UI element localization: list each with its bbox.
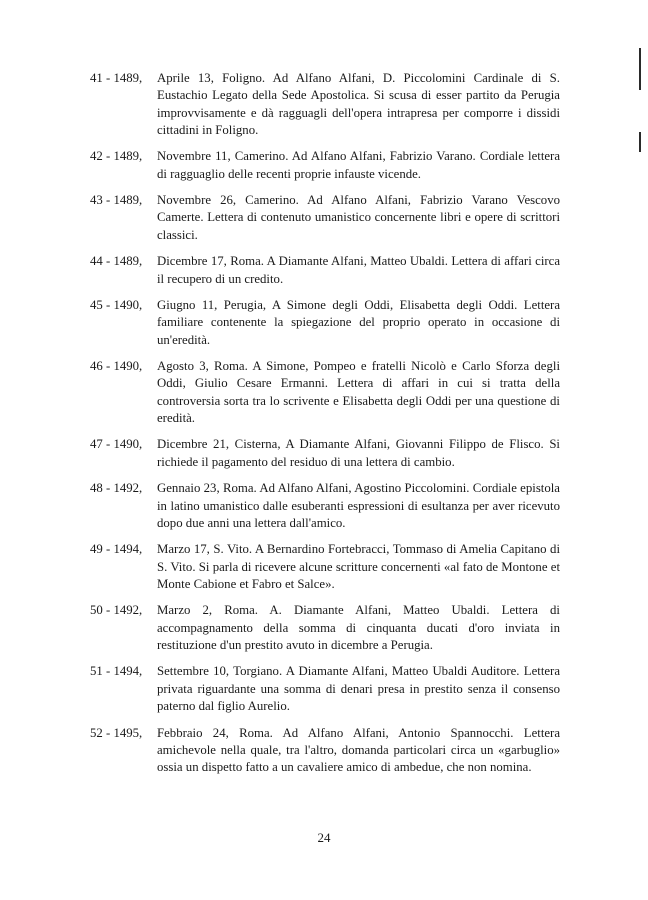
entry-text: Novembre 26, Camerino. Ad Alfano Alfani, Fabrizio Varano Vescovo Camerte. Lettera di contenuto umanistico concernente libri e opere di scrittori classici. (157, 193, 560, 242)
entry-44 (90, 253, 560, 288)
entry-46 (90, 358, 560, 427)
entry-text: Febbraio 24, Roma. Ad Alfano Alfani, Antonio Spannocchi. Lettera amichevole nella quale, tra l'altro, domanda particolari circa un «garbuglio» ossia un dispetto fatto a un cavaliere amico di ambedue, che non nomina. (157, 725, 560, 775)
entry-number: 47 - 1490, (90, 437, 143, 452)
entry-49 (90, 541, 560, 593)
entry-text: Gennaio 23, Roma. Ad Alfano Alfani, Agostino Piccolomini. Cordiale epistola in latino umanistico dalle esuberanti espressioni di esultanza per aver ricevuto dopo due anni una lettera dall'amico. (157, 481, 560, 530)
entry-number: 43 - 1489, (90, 193, 143, 208)
margin-scan-mark (639, 48, 641, 90)
entry-52 (90, 725, 560, 777)
entry-45 (90, 297, 560, 349)
entries-list (90, 70, 560, 786)
entry-51 (90, 663, 560, 715)
entry-47 (90, 436, 560, 471)
entry-number: 52 - 1495, (90, 725, 143, 740)
entry-text: Marzo 2, Roma. A. Diamante Alfani, Matteo Ubaldi. Lettera di accompagnamento della somma di cinquanta ducati d'oro inviata in restituzione d'un prestito avuto in dicembre a Perugia. (157, 603, 560, 652)
entry-text: Settembre 10, Torgiano. A Diamante Alfani, Matteo Ubaldi Auditore. Lettera privata riguardante una somma di denari presa in prestito senza il consenso paterno dal figlio Aurelio. (157, 664, 560, 714)
entry-number: 45 - 1490, (90, 298, 143, 313)
entry-text: Dicembre 21, Cisterna, A Diamante Alfani, Giovanni Filippo de Flisco. Si richiede il pagamento del residuo di una lettera di cambio. (157, 437, 560, 469)
margin-scan-mark (639, 132, 641, 152)
entry-43 (90, 192, 560, 244)
entry-48 (90, 480, 560, 532)
entry-text: Dicembre 17, Roma. A Diamante Alfani, Matteo Ubaldi. Lettera di affari circa il recupero di un credito. (157, 254, 560, 286)
entry-50 (90, 602, 560, 654)
entry-42 (90, 148, 560, 183)
entry-number: 48 - 1492, (90, 481, 143, 496)
entry-text: Marzo 17, S. Vito. A Bernardino Fortebracci, Tommaso di Amelia Capitano di S. Vito. Si parla di ricevere alcune scritture concernenti «al fato de Montone et Monte Cabione et Fabro et Salce». (157, 542, 560, 591)
entry-text: Aprile 13, Foligno. Ad Alfano Alfani, D. Piccolomini Cardinale di S. Eustachio Legato della Sede Apostolica. Si scusa di esser partito da Perugia improvvisamente e dà ragguagli dell'opera intrapresa per comporre i dissidi cittadini in Foligno. (157, 71, 560, 137)
entry-text: Giugno 11, Perugia, A Simone degli Oddi, Elisabetta degli Oddi. Lettera familiare contenente la spiegazione del proprio operato in occasione di un'eredità. (157, 298, 560, 347)
entry-number: 49 - 1494, (90, 542, 143, 557)
entry-number: 50 - 1492, (90, 603, 143, 618)
entry-number: 51 - 1494, (90, 664, 143, 679)
entry-number: 42 - 1489, (90, 149, 143, 164)
entry-number: 41 - 1489, (90, 71, 143, 85)
entry-number: 46 - 1490, (90, 359, 143, 374)
entry-41 (90, 70, 560, 139)
page-number: 24 (317, 830, 331, 845)
entry-text: Agosto 3, Roma. A Simone, Pompeo e fratelli Nicolò e Carlo Sforza degli Oddi, Giulio Cesare Ermanni. Lettera di affari in cui si tratta della controversia sorta tra lo scrivente e Elisabetta degli Oddi per una questione di eredità. (157, 359, 560, 425)
entry-number: 44 - 1489, (90, 254, 143, 269)
entry-text: Novembre 11, Camerino. Ad Alfano Alfani, Fabrizio Varano. Cordiale lettera di ragguaglio delle recenti proprie infauste vicende. (157, 149, 560, 181)
